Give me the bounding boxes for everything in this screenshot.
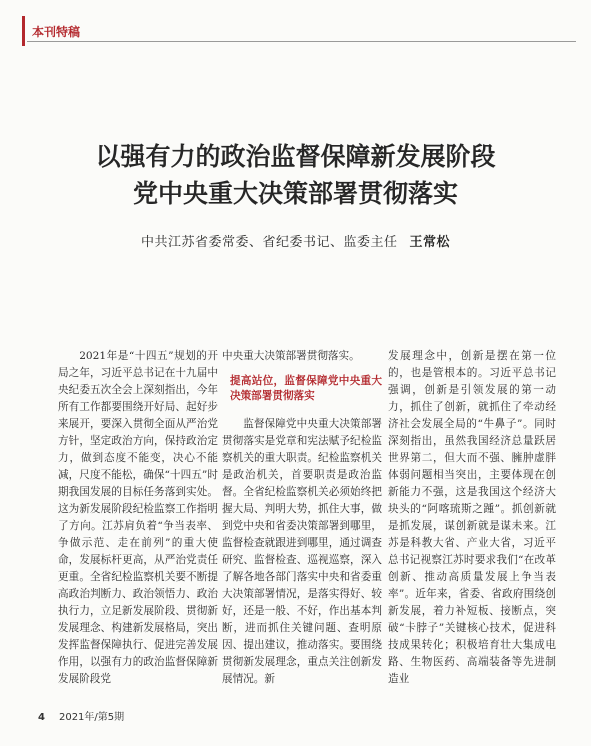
section-accent-bar [22,16,25,46]
paragraph-continued: 发展理念中，创新是摆在第一位的，也是管根本的。习近平总书记强调，创新是引领发展的第一动力，抓住了创新，就抓住了牵动经济社会发展全局的“牛鼻子”。同时深刻指出，虽然我国经济总量跃居世界第二，但大而不强、臃肿虚胖体弱问题相当突出，主要体现在创新能力不强，这是我国这个经济大块头的“阿喀琉斯之踵”。抓创新就是抓发展，谋创新就是谋未来。江苏是科教大省、产业大省，习近平总书记视察江苏时要求我们“在改革创新、推动高质量发展上争当表率”。近年来，省委、省政府围绕创新发展，着力补短板、接断点，突破“卡脖子”关键核心技术，促进科技成果转化；积极培育壮大集成电路、生物医药、高端装备等先进制造业 [388,350,556,685]
paragraph-continued: 中央重大决策部署贯彻落实。 [222,350,360,362]
header-rule [27,41,576,42]
article-title-line-1: 以强有力的政治监督保障新发展阶段 [95,142,496,171]
page-footer [38,708,124,723]
author-name: 王常松 [409,235,451,250]
byline [0,231,591,250]
article-title-line-2: 党中央重大决策部署贯彻落实 [132,179,458,208]
paragraph: 2021年是“十四五”规划的开局之年，习近平总书记在十九届中央纪委五次全会上深刻指出，今年所有工作都要围绕开好局、起好步来展开，要深入贯彻全面从严治党方针，坚定政治方向，保持政治定力，做到态度不能变，决心不能减，尺度不能松，确保“十四五”时期我国发展的目标任务落到实处。这为新发展阶段纪检监察工作指明了方向。江苏肩负着“争当表率、争做示范、走在前列”的重大使命，发展标杆更高，从严治党责任更重。全省纪检监察机关要不断提高政治判断力、政治领悟力、政治执行力，立足新发展阶段、贯彻新发展理念、构建新发展格局，突出发挥监督保障执行、促进完善发展作用，以强有力的政治监督保障新发展阶段党 [58,350,218,685]
body-column-2 [222,348,382,688]
paragraph: 监督保障党中央重大决策部署贯彻落实是党章和宪法赋予纪检监察机关的重大职责。纪检监察机关是政治机关，首要职责是政治监督。全省纪检监察机关必须始终把握大局、判明大势，抓住大事，做到党中央和省委决策部署到哪里，监督检查就跟进到哪里，通过调查研究、监督检查、巡视巡察，深入了解各地各部门落实中央和省委重大决策部署情况，是落实得好、较好，还是一般、不好，作出基本判断，进而抓住关键问题、查明原因、提出建议，推动落实。要围绕贯彻新发展理念，重点关注创新发展情况。新 [222,418,382,685]
body-column-3 [388,348,556,688]
issue-label: 2021年/第5期 [58,712,125,723]
section-label: 本刊特稿 [32,25,81,39]
section-subheading: 提高站位，监督保障党中央重大决策部署贯彻落实 [230,375,382,402]
page-number: 4 [38,712,45,723]
body-column-1 [58,348,218,688]
author-role: 中共江苏省委常委、省纪委书记、监委主任 [140,235,398,250]
